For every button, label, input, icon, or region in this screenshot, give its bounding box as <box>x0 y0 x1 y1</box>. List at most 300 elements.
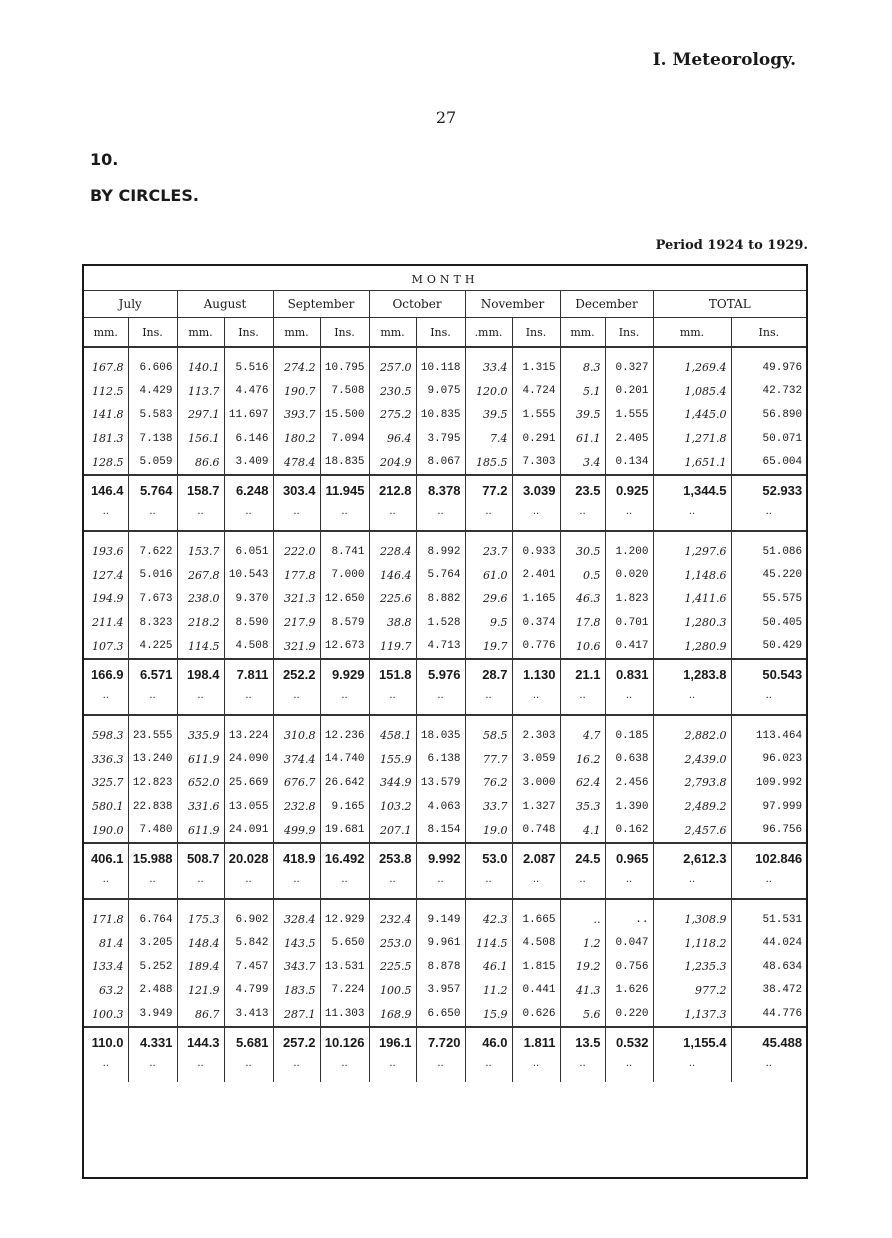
dots-row <box>84 506 806 531</box>
cell-ins: 50.071 <box>762 432 803 445</box>
cell-ins: 49.976 <box>762 361 803 374</box>
dots-cell: .. <box>177 1058 224 1082</box>
table-row <box>84 932 806 956</box>
average-row <box>84 659 806 690</box>
dots-cell: .. <box>653 506 731 531</box>
cell-mm: 257.0 <box>369 356 416 380</box>
average-cell: 45.488 <box>731 1027 806 1058</box>
cell-ins: 8.741 <box>320 540 369 564</box>
cell-ins: 1.200 <box>605 540 653 564</box>
cell-ins: 3.059 <box>512 748 560 772</box>
cell-ins: 12.650 <box>320 587 369 611</box>
dots-cell: .. <box>605 506 653 531</box>
cell-mm: 499.9 <box>273 818 320 843</box>
cell-mm: 100.3 <box>84 1002 128 1027</box>
average-cell: 212.8 <box>369 475 416 506</box>
table-row <box>84 380 806 404</box>
cell-mm: 274.2 <box>273 356 320 380</box>
cell-mm: 33.7 <box>465 795 512 819</box>
cell-ins: 2.303 <box>512 724 560 748</box>
cell-mm: 120.0 <box>465 380 512 404</box>
month-header: MONTH <box>84 268 806 291</box>
dots-row <box>84 874 806 899</box>
spacer-cell <box>465 531 512 540</box>
unit-mm-header: .mm. <box>465 318 512 348</box>
dots-cell: .. <box>653 1058 731 1082</box>
cell-mm: 331.6 <box>177 795 224 819</box>
cell-mm: 4.7 <box>560 724 605 748</box>
cell-ins: 6.650 <box>416 1002 465 1027</box>
spacer-cell <box>369 899 416 908</box>
cell-mm: 297.1 <box>177 403 224 427</box>
cell-mm: 19.2 <box>560 955 605 979</box>
cell-ins: 5.252 <box>128 955 177 979</box>
cell-mm: 167.8 <box>84 356 128 380</box>
spacer-cell <box>653 347 731 356</box>
period-label: Period 1924 to 1929. <box>655 238 808 253</box>
cell-mm: 207.1 <box>369 818 416 843</box>
cell-mm: 63.2 <box>84 979 128 1003</box>
cell-mm: 39.5 <box>560 403 605 427</box>
cell-mm: 181.3 <box>84 427 128 451</box>
cell-mm: 185.5 <box>465 450 512 475</box>
cell-mm: 310.8 <box>273 724 320 748</box>
spacer-cell <box>512 715 560 724</box>
dots-cell: .. <box>416 874 465 899</box>
dots-cell: .. <box>605 874 653 899</box>
table-subtitle: BY CIRCLES. <box>90 186 199 205</box>
cell-mm: 1.2 <box>560 932 605 956</box>
cell-mm: 146.4 <box>369 564 416 588</box>
cell-ins: 44.024 <box>762 937 803 950</box>
average-cell: 0.831 <box>605 659 653 690</box>
cell-mm: 58.5 <box>465 724 512 748</box>
cell-mm: 189.4 <box>177 955 224 979</box>
group-spacer <box>84 347 806 356</box>
cell-mm: 148.4 <box>177 932 224 956</box>
cell-mm: 321.3 <box>273 587 320 611</box>
table-row <box>84 748 806 772</box>
average-cell: 7.720 <box>416 1027 465 1058</box>
group-spacer <box>84 531 806 540</box>
cell-mm: 113.7 <box>177 380 224 404</box>
unit-ins-header: Ins. <box>224 318 273 348</box>
dots-cell: .. <box>731 690 806 715</box>
cell-ins: 24.090 <box>224 748 273 772</box>
cell-mm: 11.2 <box>465 979 512 1003</box>
cell-ins: 113.464 <box>755 729 803 742</box>
spacer-cell <box>605 899 653 908</box>
dots-cell: .. <box>560 874 605 899</box>
cell-mm: 253.0 <box>369 932 416 956</box>
table-row <box>84 771 806 795</box>
cell-mm: 175.3 <box>177 908 224 932</box>
cell-ins: 10.795 <box>320 356 369 380</box>
cell-mm: 61.1 <box>560 427 605 451</box>
cell-mm: 1,271.8 <box>653 427 731 451</box>
cell-mm: 156.1 <box>177 427 224 451</box>
cell-ins: 0.626 <box>512 1002 560 1027</box>
dots-cell: .. <box>369 1058 416 1082</box>
cell-ins: 3.205 <box>128 932 177 956</box>
spacer-cell <box>731 531 806 540</box>
cell-mm: 1,308.9 <box>653 908 731 932</box>
cell-ins: 0.374 <box>512 611 560 635</box>
cell-ins: 3.949 <box>128 1002 177 1027</box>
average-cell: 13.5 <box>560 1027 605 1058</box>
cell-mm: 143.5 <box>273 932 320 956</box>
average-cell: 1,344.5 <box>653 475 731 506</box>
dots-cell: .. <box>653 690 731 715</box>
cell-mm: 19.0 <box>465 818 512 843</box>
average-cell: 257.2 <box>273 1027 320 1058</box>
average-cell: 102.846 <box>731 843 806 874</box>
cell-ins: 13.579 <box>416 771 465 795</box>
table-row <box>84 724 806 748</box>
average-cell: 406.1 <box>84 843 128 874</box>
cell-ins: 1.626 <box>605 979 653 1003</box>
cell-ins: 5.764 <box>416 564 465 588</box>
cell-mm: 153.7 <box>177 540 224 564</box>
col-header-august: August <box>177 291 273 318</box>
cell-ins: 6.146 <box>224 427 273 451</box>
average-cell: 252.2 <box>273 659 320 690</box>
average-cell: 52.933 <box>731 475 806 506</box>
cell-ins: 7.138 <box>128 427 177 451</box>
cell-ins: 5.059 <box>128 450 177 475</box>
cell-ins: 7.303 <box>512 450 560 475</box>
average-row <box>84 843 806 874</box>
cell-mm: 676.7 <box>273 771 320 795</box>
cell-mm: 1,148.6 <box>653 564 731 588</box>
dots-cell: .. <box>512 506 560 531</box>
cell-ins: 97.999 <box>762 800 803 813</box>
cell-mm: 374.4 <box>273 748 320 772</box>
cell-mm: .. <box>560 908 605 932</box>
dots-cell: .. <box>369 506 416 531</box>
spacer-cell <box>653 899 731 908</box>
average-cell: 5.976 <box>416 659 465 690</box>
cell-ins: 9.075 <box>416 380 465 404</box>
cell-ins: 8.878 <box>416 955 465 979</box>
dots-cell: .. <box>605 1058 653 1082</box>
cell-mm: 180.2 <box>273 427 320 451</box>
dots-cell: .. <box>465 690 512 715</box>
spacer-cell <box>416 715 465 724</box>
dots-cell: .. <box>177 506 224 531</box>
cell-mm: 7.4 <box>465 427 512 451</box>
cell-mm: 225.6 <box>369 587 416 611</box>
cell-mm: 1,280.3 <box>653 611 731 635</box>
dots-cell: .. <box>416 690 465 715</box>
spacer-cell <box>84 715 128 724</box>
spacer-cell <box>273 531 320 540</box>
cell-mm: 1,297.6 <box>653 540 731 564</box>
cell-mm: 96.4 <box>369 427 416 451</box>
cell-ins: 8.579 <box>320 611 369 635</box>
average-cell: 24.5 <box>560 843 605 874</box>
cell-mm: 112.5 <box>84 380 128 404</box>
col-header-december: December <box>560 291 653 318</box>
cell-ins: 4.799 <box>224 979 273 1003</box>
cell-mm: 23.7 <box>465 540 512 564</box>
cell-mm: 35.3 <box>560 795 605 819</box>
dots-cell: .. <box>273 690 320 715</box>
dots-cell: .. <box>465 1058 512 1082</box>
cell-ins: 4.508 <box>224 634 273 659</box>
spacer-cell <box>605 347 653 356</box>
average-cell: 2.087 <box>512 843 560 874</box>
cell-ins: 1.528 <box>416 611 465 635</box>
average-cell: 9.992 <box>416 843 465 874</box>
cell-ins: 7.673 <box>128 587 177 611</box>
average-cell: 77.2 <box>465 475 512 506</box>
dots-cell: .. <box>369 874 416 899</box>
cell-ins: 3.000 <box>512 771 560 795</box>
cell-mm: 611.9 <box>177 748 224 772</box>
cell-ins: 9.149 <box>416 908 465 932</box>
cell-ins: 1.327 <box>512 795 560 819</box>
dots-cell: .. <box>512 1058 560 1082</box>
section-title: I. Meteorology. <box>652 50 796 70</box>
cell-ins: 44.776 <box>762 1008 803 1021</box>
cell-mm: 177.8 <box>273 564 320 588</box>
average-cell: 253.8 <box>369 843 416 874</box>
cell-ins: 11.697 <box>224 403 273 427</box>
cell-ins: 0.933 <box>512 540 560 564</box>
cell-mm: 336.3 <box>84 748 128 772</box>
table-row <box>84 795 806 819</box>
dots-cell: .. <box>224 690 273 715</box>
cell-ins: 7.457 <box>224 955 273 979</box>
cell-ins: 1.555 <box>512 403 560 427</box>
average-cell: 53.0 <box>465 843 512 874</box>
spacer-cell <box>560 347 605 356</box>
cell-ins: 3.957 <box>416 979 465 1003</box>
spacer-cell <box>320 899 369 908</box>
average-cell: 21.1 <box>560 659 605 690</box>
cell-ins: 6.606 <box>128 356 177 380</box>
dots-row <box>84 690 806 715</box>
dots-cell: .. <box>128 874 177 899</box>
dots-cell: .. <box>369 690 416 715</box>
cell-ins: 51.086 <box>762 545 803 558</box>
cell-mm: 17.8 <box>560 611 605 635</box>
spacer-cell <box>320 531 369 540</box>
average-cell: 23.5 <box>560 475 605 506</box>
cell-ins: 2.405 <box>605 427 653 451</box>
cell-ins: 8.067 <box>416 450 465 475</box>
cell-ins: 0.756 <box>605 955 653 979</box>
cell-mm: 230.5 <box>369 380 416 404</box>
cell-ins: 5.842 <box>224 932 273 956</box>
average-cell: 1,283.8 <box>653 659 731 690</box>
spacer-cell <box>731 347 806 356</box>
cell-mm: 114.5 <box>465 932 512 956</box>
cell-ins: 7.224 <box>320 979 369 1003</box>
dots-cell: .. <box>273 874 320 899</box>
cell-mm: 1,118.2 <box>653 932 731 956</box>
cell-ins: 5.016 <box>128 564 177 588</box>
cell-mm: 190.7 <box>273 380 320 404</box>
dots-cell: .. <box>84 874 128 899</box>
dots-cell: .. <box>84 1058 128 1082</box>
spacer-cell <box>416 347 465 356</box>
dots-cell: .. <box>84 506 128 531</box>
cell-ins: 5.516 <box>224 356 273 380</box>
table-row <box>84 403 806 427</box>
cell-ins: 8.992 <box>416 540 465 564</box>
table-number: 10. <box>90 150 119 169</box>
spacer-cell <box>731 715 806 724</box>
table-row <box>84 587 806 611</box>
spacer-cell <box>605 531 653 540</box>
spacer-cell <box>512 899 560 908</box>
cell-mm: 287.1 <box>273 1002 320 1027</box>
cell-mm: 39.5 <box>465 403 512 427</box>
dots-cell: .. <box>416 506 465 531</box>
cell-ins: 0.327 <box>605 356 653 380</box>
average-cell: 110.0 <box>84 1027 128 1058</box>
average-cell: 146.4 <box>84 475 128 506</box>
cell-mm: 1,651.1 <box>653 450 731 475</box>
cell-mm: 107.3 <box>84 634 128 659</box>
cell-mm: 1,235.3 <box>653 955 731 979</box>
cell-mm: 5.1 <box>560 380 605 404</box>
spacer-cell <box>653 715 731 724</box>
dots-cell: .. <box>731 506 806 531</box>
cell-ins: 8.323 <box>128 611 177 635</box>
table-row <box>84 818 806 843</box>
cell-ins: 4.713 <box>416 634 465 659</box>
unit-mm-header: mm. <box>273 318 320 348</box>
cell-ins: 0.220 <box>605 1002 653 1027</box>
cell-mm: 16.2 <box>560 748 605 772</box>
dots-cell: .. <box>84 690 128 715</box>
average-cell: 20.028 <box>224 843 273 874</box>
cell-mm: 458.1 <box>369 724 416 748</box>
cell-ins: 6.902 <box>224 908 273 932</box>
average-cell: 1.130 <box>512 659 560 690</box>
cell-mm: 133.4 <box>84 955 128 979</box>
cell-mm: 193.6 <box>84 540 128 564</box>
cell-mm: 10.6 <box>560 634 605 659</box>
cell-ins: 4.476 <box>224 380 273 404</box>
cell-mm: 225.5 <box>369 955 416 979</box>
dots-cell: .. <box>177 690 224 715</box>
cell-mm: 267.8 <box>177 564 224 588</box>
cell-ins: 109.992 <box>755 776 803 789</box>
spacer-cell <box>512 347 560 356</box>
cell-mm: 114.5 <box>177 634 224 659</box>
cell-ins: 4.063 <box>416 795 465 819</box>
average-cell: 5.681 <box>224 1027 273 1058</box>
spacer-cell <box>369 715 416 724</box>
spacer-cell <box>177 531 224 540</box>
dots-cell: .. <box>560 1058 605 1082</box>
cell-mm: 393.7 <box>273 403 320 427</box>
col-header-november: November <box>465 291 560 318</box>
cell-ins: 7.094 <box>320 427 369 451</box>
cell-ins: 0.638 <box>605 748 653 772</box>
cell-ins: 9.370 <box>224 587 273 611</box>
cell-ins: 3.795 <box>416 427 465 451</box>
spacer-cell <box>84 531 128 540</box>
dots-cell: .. <box>224 1058 273 1082</box>
cell-ins: 1.665 <box>512 908 560 932</box>
cell-ins: 14.740 <box>320 748 369 772</box>
dots-cell: .. <box>224 506 273 531</box>
unit-mm-header: mm. <box>369 318 416 348</box>
spacer-cell <box>416 899 465 908</box>
cell-ins: 12.236 <box>320 724 369 748</box>
cell-mm: 42.3 <box>465 908 512 932</box>
cell-ins: 18.835 <box>320 450 369 475</box>
cell-mm: 228.4 <box>369 540 416 564</box>
cell-ins: 9.961 <box>416 932 465 956</box>
spacer-cell <box>224 531 273 540</box>
average-cell: 8.378 <box>416 475 465 506</box>
unit-ins-header: Ins. <box>416 318 465 348</box>
dots-cell: .. <box>177 874 224 899</box>
cell-ins: 0.162 <box>605 818 653 843</box>
cell-mm: 190.0 <box>84 818 128 843</box>
cell-ins: 24.091 <box>224 818 273 843</box>
cell-ins: 65.004 <box>762 456 803 469</box>
cell-ins: 0.291 <box>512 427 560 451</box>
unit-mm-header: mm. <box>177 318 224 348</box>
spacer-cell <box>177 347 224 356</box>
spacer-cell <box>465 347 512 356</box>
cell-ins: 55.575 <box>762 592 803 605</box>
cell-mm: 81.4 <box>84 932 128 956</box>
cell-mm: 194.9 <box>84 587 128 611</box>
cell-ins: 5.650 <box>320 932 369 956</box>
cell-ins: 15.500 <box>320 403 369 427</box>
cell-ins: 0.047 <box>605 932 653 956</box>
cell-mm: 321.9 <box>273 634 320 659</box>
cell-ins: 1.815 <box>512 955 560 979</box>
cell-mm: 1,137.3 <box>653 1002 731 1027</box>
dots-cell: .. <box>560 506 605 531</box>
cell-mm: 275.2 <box>369 403 416 427</box>
cell-ins: 9.165 <box>320 795 369 819</box>
cell-mm: 3.4 <box>560 450 605 475</box>
cell-mm: 155.9 <box>369 748 416 772</box>
cell-ins: 56.890 <box>762 408 803 421</box>
spacer-cell <box>224 899 273 908</box>
cell-ins: 0.134 <box>605 450 653 475</box>
cell-ins: 5.583 <box>128 403 177 427</box>
cell-ins: 11.303 <box>320 1002 369 1027</box>
dots-cell: .. <box>320 690 369 715</box>
cell-ins: 0.201 <box>605 380 653 404</box>
cell-mm: 77.7 <box>465 748 512 772</box>
dots-cell: .. <box>128 690 177 715</box>
dots-cell: .. <box>320 506 369 531</box>
cell-mm: 2,793.8 <box>653 771 731 795</box>
spacer-cell <box>273 715 320 724</box>
table-row <box>84 1002 806 1027</box>
cell-ins: 12.673 <box>320 634 369 659</box>
cell-mm: 343.7 <box>273 955 320 979</box>
spacer-cell <box>560 715 605 724</box>
cell-ins: 7.000 <box>320 564 369 588</box>
cell-ins: 4.429 <box>128 380 177 404</box>
unit-ins-header: Ins. <box>731 318 806 348</box>
cell-mm: 41.3 <box>560 979 605 1003</box>
spacer-cell <box>273 347 320 356</box>
